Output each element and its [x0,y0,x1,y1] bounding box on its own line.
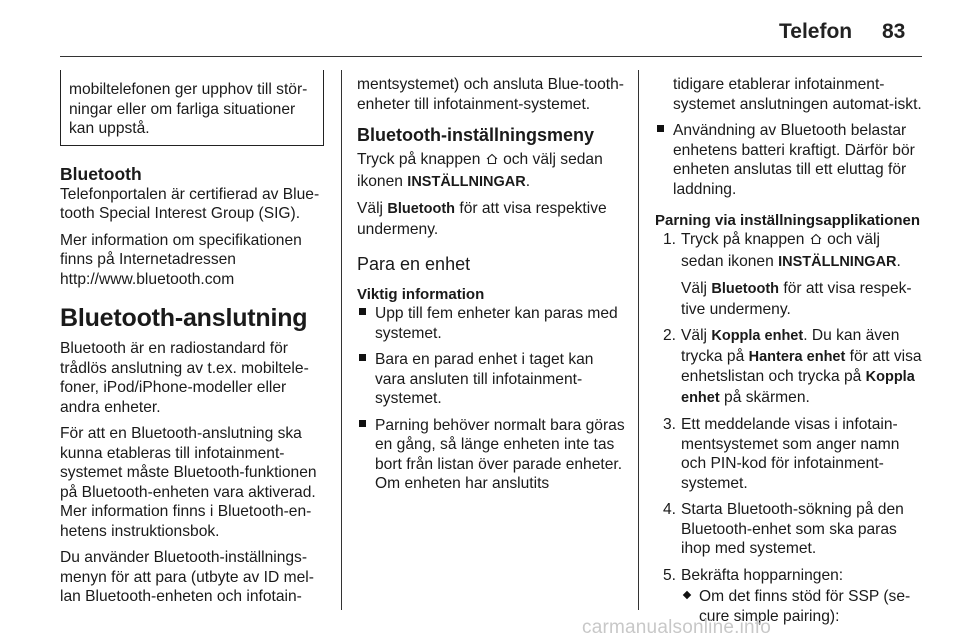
list-item [655,121,923,199]
meny-p2-keyword: Bluetooth [387,201,456,217]
step-item [655,415,923,493]
list-item-text: Användning av Bluetooth belastar enhetens batteri kraftigt. Därför bör enheten anslutas till ett eluttag för laddning. [673,122,915,198]
anslutning-paragraph-3: Du använder Bluetooth-inställnings-menyn för att para (utbyte av ID mel-lan Bluetooth-enheten och infotain- [60,549,314,605]
bullet-icon [657,125,664,132]
step-number: 3. [663,416,677,433]
step5-text: Bekräfta hopparningen: [681,566,844,584]
step-item [655,230,923,319]
meny-p2-text-a: Välj [357,200,384,217]
meny-p1-text-a: Tryck på knappen [357,151,481,168]
warning-text: mobiltelefonen ger upphov till stör-ningar eller om farliga situationer kan uppstå. [69,81,308,137]
meny-heading: Bluetooth-inställningsmeny [357,125,595,145]
step-item [655,326,923,408]
column-divider-2 [638,70,639,610]
bluetooth-paragraph-2: Mer information om specifikationen finns på Internetadressen http://www.bluetooth.com [60,231,302,288]
step1-keyword: INSTÄLLNINGAR [778,253,897,270]
step4-text: Starta Bluetooth-sökning på den Bluetooth-enhet som ska paras ihop med systemet. [681,501,904,557]
step5-sub-text: Om det finns stöd för SSP (se-cure simple pairing): [699,588,911,625]
step2-keyword-2: Hantera enhet [748,348,846,365]
diamond-bullet-icon [683,591,691,599]
step1-p2-text-b: för att visa respek-tive undermeny. [681,280,912,318]
step-number: 1. [663,231,677,248]
anslutning-paragraph-2: För att en Bluetooth-anslutning ska kunna etableras till infotainment-systemet måste Bluetooth-funktionen på Bluetooth-enheten vara aktiverad. Mer information finns i Bluetooth-en-hetens instruktionsbok. [60,425,317,540]
step1-p2-text-a: Välj [681,280,708,297]
viktig-heading: Viktig information [357,286,485,303]
step-text [681,230,923,272]
steps-list [655,230,923,626]
anslutning-heading: Bluetooth-anslutning [60,304,308,332]
step2-text-b: . Du kan även trycka på [681,327,900,365]
bluetooth-heading: Bluetooth [60,163,142,184]
meny-p1-end: . [525,172,531,190]
meny-paragraph-2 [357,199,625,239]
home-button-icon [809,232,823,252]
column-2 [357,75,625,501]
watermark: carmanualsonline.info [582,617,772,638]
home-button-icon [485,152,499,172]
anslutning-paragraph-1: Bluetooth är en radiostandard för trådlös anslutning av t.ex. mobiltele-foner, iPod/iPhone-modeller eller andra enheter. [60,340,309,416]
step2-text-a: Välj [681,327,708,344]
bluetooth-paragraph-1: Telefonportalen är certifierad av Blue-tooth Special Interest Group (SIG). [60,185,320,222]
para-heading: Para en enhet [357,254,471,274]
step1-end: . [896,252,901,270]
continued-text: tidigare etablerar infotainment-systemet anslutningen automat-iskt. [673,76,922,113]
bullet-icon [359,420,366,427]
meny-p1-keyword: INSTÄLLNINGAR [407,173,526,190]
continued-text: mentsystemet) och ansluta Blue-tooth-enheter till infotainment-systemet. [357,76,624,113]
parning-heading: Parning via inställningsapplikationen [655,212,921,229]
page-header [0,0,960,62]
step2-text-d: på skärmen. [724,388,810,406]
viktig-list [357,304,625,494]
step-number: 4. [663,501,677,518]
battery-list [655,121,923,199]
step-number: 5. [663,566,677,584]
column-3 [655,75,923,633]
meny-p1-text-b: och välj sedan ikonen [357,151,603,190]
page-number: 83 [882,20,906,43]
page-title: Telefon [779,20,853,43]
step1-text-a: Tryck på knappen [681,231,805,248]
column-divider-1 [341,70,342,610]
step3-text: Ett meddelande visas i infotain-mentsystemet som anger namn och PIN-kod för infotainment-systemet. [681,416,900,492]
column-1 [60,70,324,614]
list-item-text: Upp till fem enheter kan paras med systemet. [375,305,618,342]
step2-text-c: för att visa enhetslistan och trycka på [681,347,922,385]
header-rule [60,56,922,57]
list-item [357,416,625,494]
step1-text-b: och välj sedan ikonen [681,231,880,270]
meny-paragraph-1 [357,150,625,192]
step1-p2-keyword: Bluetooth [711,281,780,297]
step-text [681,279,923,319]
step2-keyword-3: Koppla enhet [681,369,915,406]
list-item [357,304,625,343]
meny-p2-text-b: för att visa respektive undermeny. [357,200,607,238]
list-item [357,350,625,409]
step2-keyword-1: Koppla enhet [711,328,804,344]
warning-box [60,70,324,146]
step-item [655,500,923,559]
list-item-text: Parning behöver normalt bara göras en gång, så länge enheten inte tas bort från listan över parade enheter. Om enheten har anslutits [375,416,625,492]
bullet-icon [359,308,366,315]
bullet-icon [359,354,366,361]
list-item-text: Bara en parad enhet i taget kan vara ansluten till infotainment-systemet. [375,351,594,407]
step-number: 2. [663,327,677,344]
